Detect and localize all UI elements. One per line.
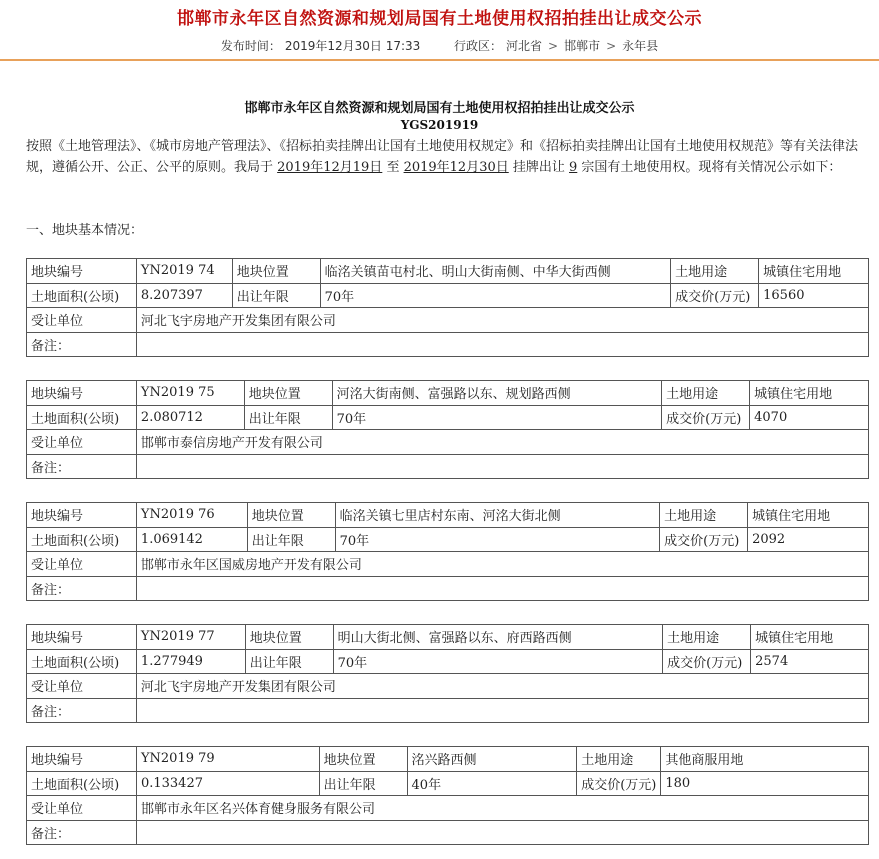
parcel-price: 180 xyxy=(661,771,869,796)
parcel-assignee: 河北飞宇房地产开发集团有限公司 xyxy=(136,674,868,699)
label-assignee: 受让单位 xyxy=(27,552,137,577)
table-row xyxy=(27,332,869,357)
parcel-price: 4070 xyxy=(750,405,869,430)
parcel-term: 70年 xyxy=(335,527,660,552)
label-term: 出让年限 xyxy=(247,527,335,552)
label-price: 成交价(万元) xyxy=(577,771,661,796)
parcel-area: 2.080712 xyxy=(136,405,244,430)
parcel-area: 8.207397 xyxy=(136,283,232,308)
label-land-use: 土地用途 xyxy=(671,259,759,284)
parcel-price: 2092 xyxy=(748,527,869,552)
label-land-use: 土地用途 xyxy=(660,503,748,528)
parcel-no: YN2019 75 xyxy=(136,381,244,406)
parcel-area: 1.069142 xyxy=(136,527,247,552)
date-end: 2019年12月30日 xyxy=(403,160,509,175)
label-remarks: 备注： xyxy=(27,332,137,357)
label-land-use: 土地用途 xyxy=(663,625,751,650)
parcel-table xyxy=(26,502,869,601)
parcel-assignee: 邯郸市永年区名兴体育健身服务有限公司 xyxy=(136,796,868,821)
parcel-table xyxy=(26,746,869,845)
label-term: 出让年限 xyxy=(232,283,320,308)
table-row xyxy=(27,576,869,601)
table-row xyxy=(27,698,869,723)
label-term: 出让年限 xyxy=(319,771,407,796)
table-row xyxy=(27,405,869,430)
parcel-assignee: 邯郸市泰信房地产开发有限公司 xyxy=(136,430,868,455)
parcel-no: YN2019 74 xyxy=(136,259,232,284)
parcel-no: YN2019 77 xyxy=(136,625,245,650)
table-row xyxy=(27,625,869,650)
table-row xyxy=(27,430,869,455)
label-location: 地块位置 xyxy=(245,625,333,650)
parcel-land-use: 城镇住宅用地 xyxy=(751,625,869,650)
label-land-use: 土地用途 xyxy=(662,381,750,406)
parcel-location: 临洺关镇苗屯村北、明山大街南侧、中华大街西侧 xyxy=(320,259,671,284)
label-parcel-no: 地块编号 xyxy=(27,259,137,284)
region-label: 行政区： xyxy=(453,39,502,53)
label-assignee: 受让单位 xyxy=(27,796,137,821)
table-row xyxy=(27,503,869,528)
parcel-remarks xyxy=(136,820,868,845)
publish-label: 发布时间： xyxy=(220,39,281,53)
table-row xyxy=(27,820,869,845)
parcel-term: 70年 xyxy=(333,649,663,674)
table-row xyxy=(27,381,869,406)
label-location: 地块位置 xyxy=(247,503,335,528)
region-province-link[interactable]: 河北省 xyxy=(506,39,543,53)
label-remarks: 备注： xyxy=(27,454,137,479)
label-term: 出让年限 xyxy=(245,649,333,674)
label-parcel-no: 地块编号 xyxy=(27,503,137,528)
table-row xyxy=(27,308,869,333)
parcel-no: YN2019 76 xyxy=(136,503,247,528)
parcel-term: 70年 xyxy=(332,405,662,430)
label-remarks: 备注： xyxy=(27,576,137,601)
parcel-location: 洺兴路西侧 xyxy=(407,747,577,772)
section-heading: 一、地块基本情况： xyxy=(26,223,144,238)
parcel-area: 0.133427 xyxy=(136,771,319,796)
publish-meta xyxy=(0,37,879,54)
table-row xyxy=(27,552,869,577)
label-assignee: 受让单位 xyxy=(27,308,137,333)
label-assignee: 受让单位 xyxy=(27,674,137,699)
label-parcel-no: 地块编号 xyxy=(27,625,137,650)
parcel-table xyxy=(26,624,869,723)
label-assignee: 受让单位 xyxy=(27,430,137,455)
table-row xyxy=(27,796,869,821)
table-row xyxy=(27,259,869,284)
parcel-land-use: 其他商服用地 xyxy=(661,747,869,772)
region-county-link[interactable]: 永年县 xyxy=(622,39,659,53)
table-row xyxy=(27,771,869,796)
parcel-land-use: 城镇住宅用地 xyxy=(750,381,869,406)
page-title: 邯郸市永年区自然资源和规划局国有土地使用权招拍挂出让成交公示 xyxy=(177,9,702,29)
table-row xyxy=(27,527,869,552)
label-price: 成交价(万元) xyxy=(662,405,750,430)
label-land-use: 土地用途 xyxy=(577,747,661,772)
label-price: 成交价(万元) xyxy=(660,527,748,552)
label-term: 出让年限 xyxy=(244,405,332,430)
parcel-area: 1.277949 xyxy=(136,649,245,674)
label-area: 土地面积(公顷) xyxy=(27,527,137,552)
date-start: 2019年12月19日 xyxy=(277,160,383,175)
label-price: 成交价(万元) xyxy=(671,283,759,308)
label-remarks: 备注： xyxy=(27,820,137,845)
parcel-remarks xyxy=(136,332,868,357)
parcel-location: 河洺大街南侧、富强路以东、规划路西侧 xyxy=(332,381,662,406)
parcel-land-use: 城镇住宅用地 xyxy=(759,259,869,284)
parcel-table xyxy=(26,258,869,357)
table-row xyxy=(27,283,869,308)
parcel-assignee: 邯郸市永年区国威房地产开发有限公司 xyxy=(136,552,868,577)
label-location: 地块位置 xyxy=(244,381,332,406)
table-row xyxy=(27,674,869,699)
parcel-term: 70年 xyxy=(320,283,671,308)
parcel-no: YN2019 79 xyxy=(136,747,319,772)
parcel-price: 16560 xyxy=(759,283,869,308)
parcel-price: 2574 xyxy=(751,649,869,674)
document-title: 邯郸市永年区自然资源和规划局国有土地使用权招拍挂出让成交公示 xyxy=(244,101,635,116)
breadcrumb-separator: > xyxy=(606,39,617,53)
parcel-table xyxy=(26,380,869,479)
parcel-term: 40年 xyxy=(407,771,577,796)
document-code: YGS201919 xyxy=(400,118,479,132)
parcel-location: 临洺关镇七里店村东南、河洺大街北侧 xyxy=(335,503,660,528)
label-price: 成交价(万元) xyxy=(663,649,751,674)
parcel-remarks xyxy=(136,454,868,479)
intro-paragraph: 按照《土地管理法》、《城市房地产管理法》、《招标拍卖挂牌出让国有土地使用权规定》和《招标拍卖挂牌出让国有土地使用权规范》等有关法律法规，遵循公开、公正、公平的原则。我局于 2019年12月19日 至 2019年12月30日 挂牌出让 9 宗国有土地使用权。现将有关情况公示如下： xyxy=(26,139,859,175)
parcel-location: 明山大街北侧、富强路以东、府西路西侧 xyxy=(333,625,663,650)
table-row xyxy=(27,454,869,479)
label-location: 地块位置 xyxy=(232,259,320,284)
label-parcel-no: 地块编号 xyxy=(27,747,137,772)
parcel-count: 9 xyxy=(569,160,578,175)
parcel-assignee: 河北飞宇房地产开发集团有限公司 xyxy=(136,308,868,333)
label-area: 土地面积(公顷) xyxy=(27,283,137,308)
label-parcel-no: 地块编号 xyxy=(27,381,137,406)
label-area: 土地面积(公顷) xyxy=(27,649,137,674)
parcel-remarks xyxy=(136,576,868,601)
region-city-link[interactable]: 邯郸市 xyxy=(564,39,601,53)
breadcrumb-separator: > xyxy=(548,39,559,53)
label-remarks: 备注： xyxy=(27,698,137,723)
label-location: 地块位置 xyxy=(319,747,407,772)
table-row xyxy=(27,747,869,772)
label-area: 土地面积(公顷) xyxy=(27,771,137,796)
header-divider xyxy=(0,59,879,61)
table-row xyxy=(27,649,869,674)
parcel-remarks xyxy=(136,698,868,723)
publish-time: 2019年12月30日 17:33 xyxy=(284,39,421,53)
parcel-land-use: 城镇住宅用地 xyxy=(748,503,869,528)
label-area: 土地面积(公顷) xyxy=(27,405,137,430)
